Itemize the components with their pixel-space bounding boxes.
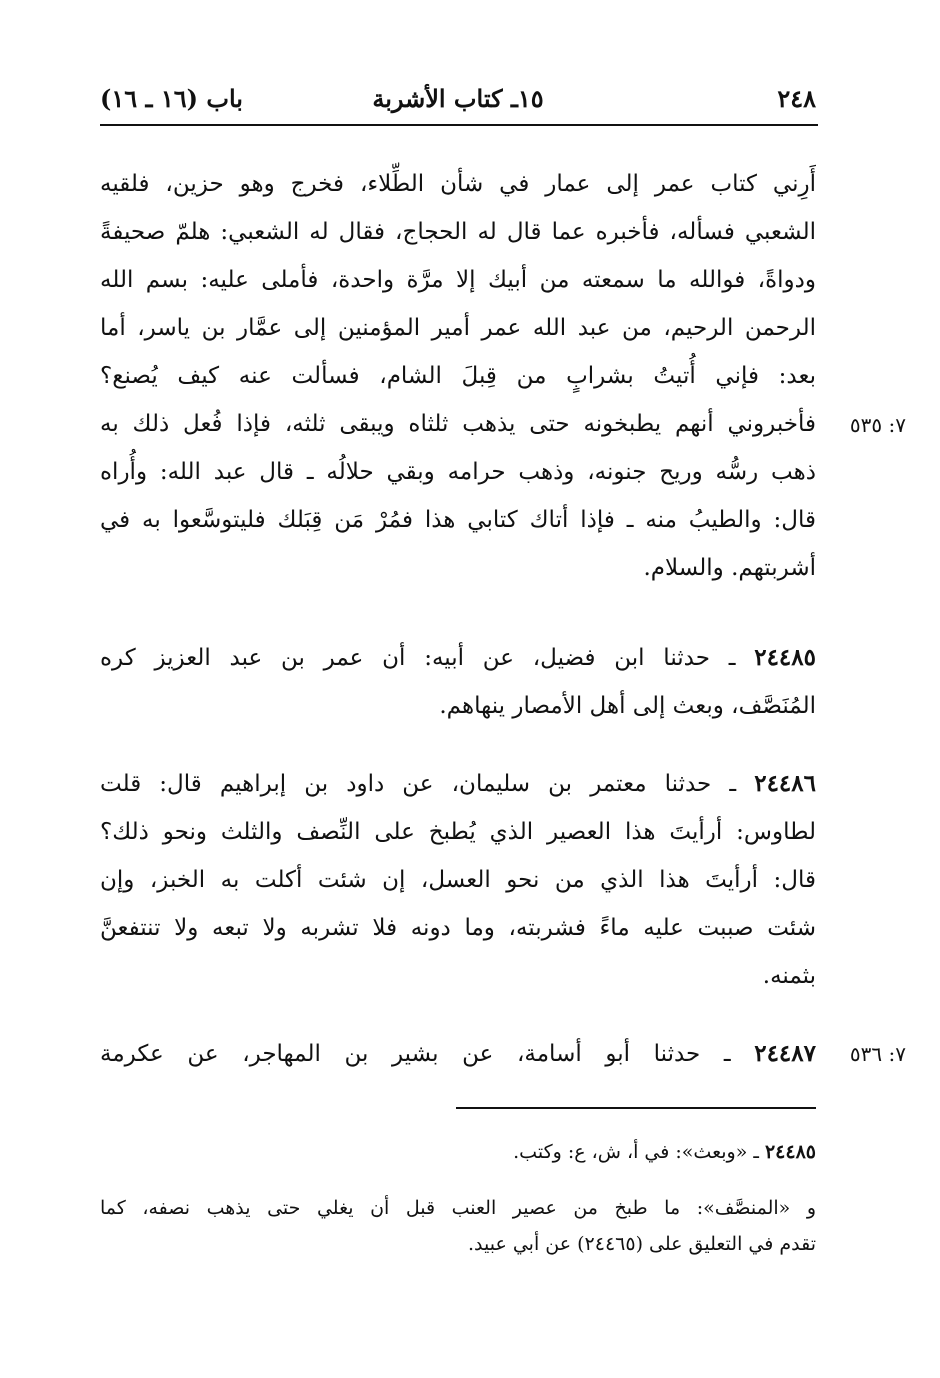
footnote-number: ٢٤٤٨٥ bbox=[764, 1141, 816, 1163]
text-line: المُنَصَّف، وبعث إلى أهل الأمصار ينهاهم. bbox=[439, 693, 816, 719]
footnote-line: و «المنصَّف»: ما طبخ من عصير العنب قبل أن يغلي حتى يذهب نصفه، كما bbox=[100, 1197, 816, 1219]
text-line bbox=[100, 760, 816, 808]
text-line: الشعبي فسأله، فأخبره عما قال له الحجاج، فقال له الشعبي: هلمّ صحيفةً bbox=[100, 219, 816, 245]
text-line: لطاوس: أرأيتَ هذا العصير الذي يُطبخ على النِّصف والثلث ونحو ذلك؟ bbox=[100, 819, 816, 845]
footnote-line: تقدم في التعليق على (٢٤٤٦٥) عن أبي عبيد. bbox=[467, 1233, 816, 1255]
page-number: ٢٤٨ bbox=[777, 84, 816, 113]
header-divider bbox=[100, 124, 818, 126]
hadith-text: ـ حدثنا ابن فضيل، عن أبيه: أن عمر بن عبد العزيز كره bbox=[100, 645, 755, 671]
text-line: قال: أرأيتَ هذا الذي من نحو العسل، إن شئت أكلت به الخبز، وإن bbox=[100, 867, 816, 893]
paragraph-continuation bbox=[100, 160, 816, 592]
footnote-24485 bbox=[100, 1134, 816, 1170]
page-header bbox=[100, 82, 816, 122]
text-line: أَرِني كتاب عمر إلى عمار في شأن الطِّلاء، فخرج وهو حزين، فلقيه bbox=[100, 171, 816, 197]
text-line: قال: والطيبُ منه ـ فإذا أتاك كتابي هذا فمُرْ مَن قِبَلك فليتوسَّعوا به في bbox=[100, 507, 816, 533]
hadith-number: ٢٤٤٨٦ bbox=[754, 770, 816, 797]
footnote-text: ـ «وبعث»: في أ، ش، ع: وكتب. bbox=[513, 1141, 765, 1163]
text-line: فأخبروني أنهم يطبخونه حتى يذهب ثلثاه ويبقى ثلثه، فإذا فُعل ذلك به bbox=[100, 411, 816, 437]
margin-reference: ٧: ٥٣٦ bbox=[849, 1042, 906, 1066]
chapter-title: باب (١٦ ـ ١٦) bbox=[100, 84, 243, 113]
text-line: شئت صببت عليه ماءً فشربته، وما دونه فلا تشربه ولا تبعه ولا تنتفعنَّ bbox=[100, 915, 816, 941]
hadith-24487 bbox=[100, 1030, 816, 1078]
text-line bbox=[100, 634, 816, 682]
hadith-number: ٢٤٤٨٥ bbox=[754, 644, 816, 671]
hadith-text: ـ حدثنا أبو أسامة، عن بشير بن المهاجر، عن عكرمة bbox=[100, 1041, 755, 1067]
footnote-munassaf bbox=[100, 1190, 816, 1262]
text-line: ذهب رسُّه وريح جنونه، وذهب حرامه وبقي حلالُه ـ قال عبد الله: وأُراه bbox=[100, 459, 816, 485]
book-title: ١٥ـ كتاب الأشربة bbox=[372, 84, 544, 113]
margin-reference: ٧: ٥٣٥ bbox=[849, 413, 906, 437]
text-line: أشربتهم. والسلام. bbox=[643, 555, 816, 581]
footnote-line bbox=[100, 1134, 816, 1170]
hadith-text: ـ حدثنا معتمر بن سليمان، عن داود بن إبراهيم قال: قلت bbox=[100, 771, 755, 797]
hadith-24485 bbox=[100, 634, 816, 730]
text-line: الرحمن الرحيم، من عبد الله عمر أمير المؤمنين إلى عمَّار بن ياسر، أما bbox=[100, 315, 816, 341]
text-line: بثمنه. bbox=[762, 963, 816, 989]
footnote-divider bbox=[456, 1107, 816, 1109]
hadith-number: ٢٤٤٨٧ bbox=[754, 1040, 816, 1067]
text-line bbox=[100, 1030, 816, 1078]
text-line: ودواةً، فوالله ما سمعته من أبيك إلا مرَّة واحدة، فأملى عليه: بسم الله bbox=[100, 267, 816, 293]
hadith-24486 bbox=[100, 760, 816, 1000]
text-line: بعد: فإني أُتيتُ بشرابٍ من قِبلَ الشام، فسألت عنه كيف يُصنع؟ bbox=[100, 363, 816, 389]
